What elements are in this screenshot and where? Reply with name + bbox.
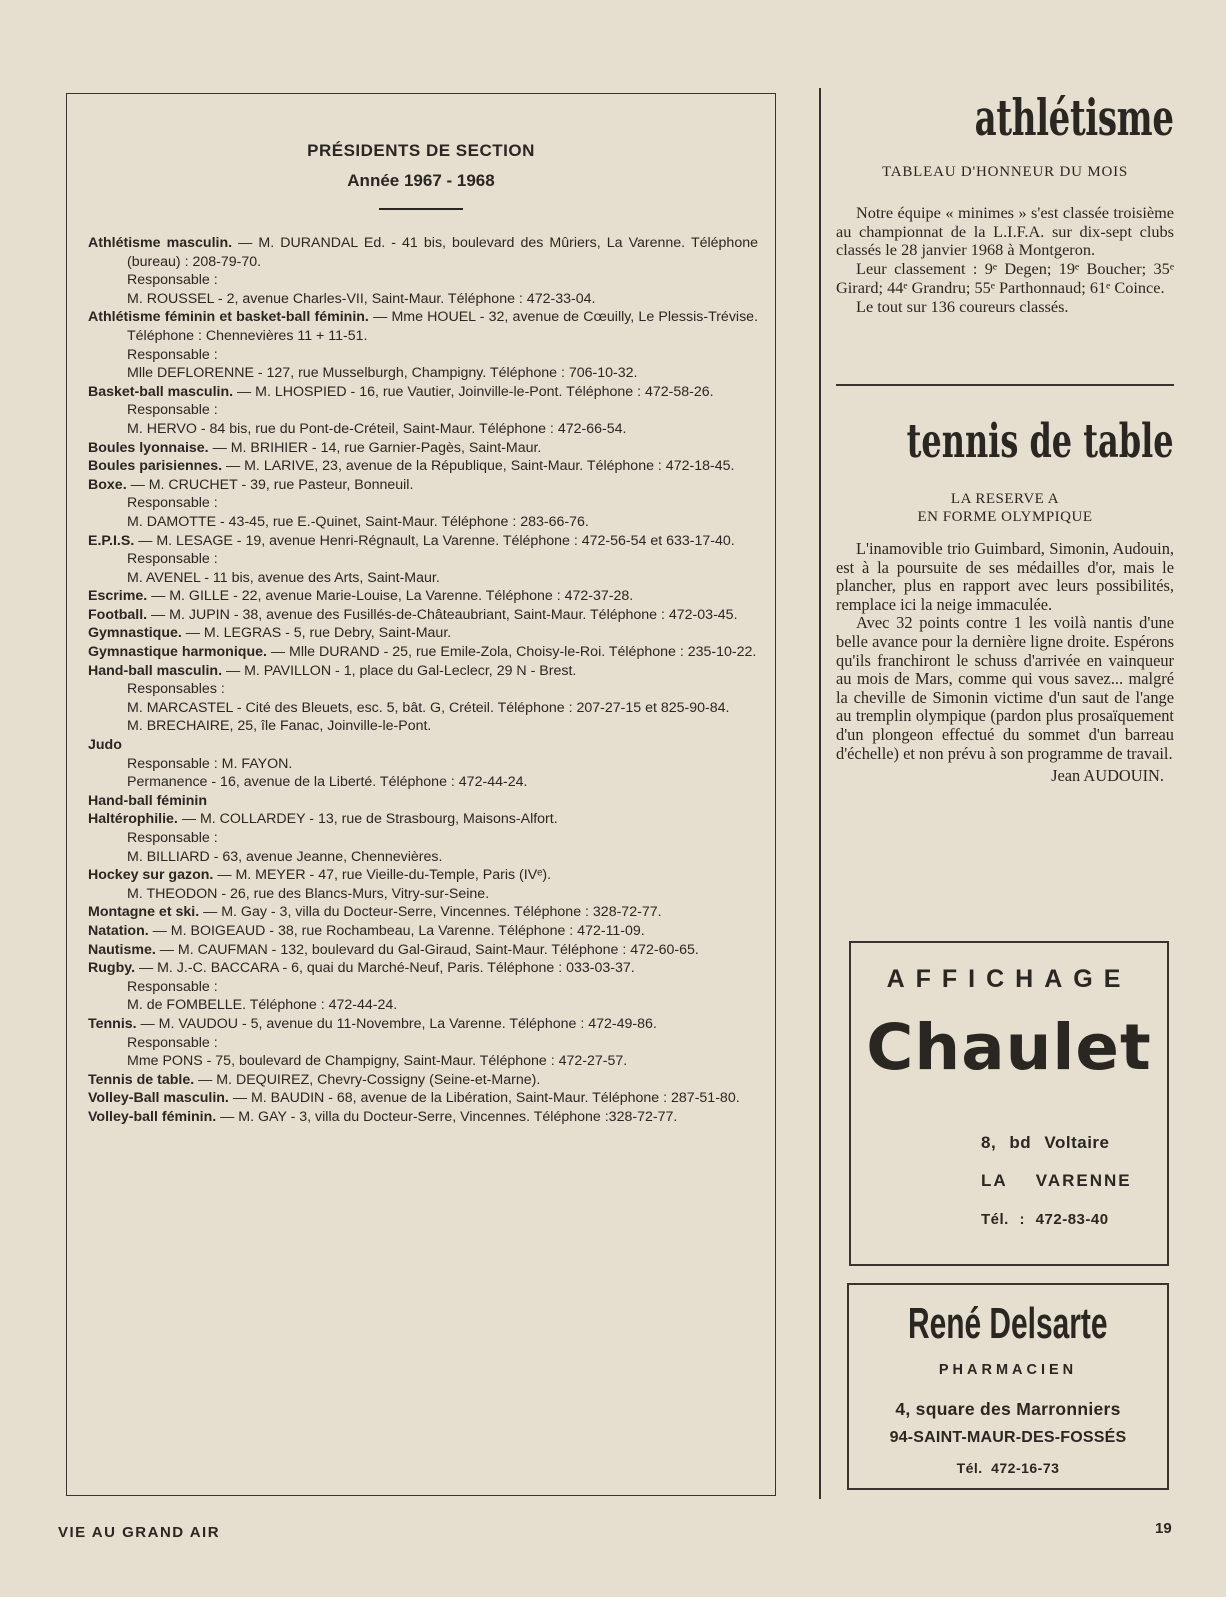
section-entry [88, 922, 758, 941]
section-divider [836, 384, 1174, 386]
section-contact: — M. BOIGEAUD - 38, rue Rochambeau, La Varenne. Téléphone : 472-11-09. [148, 922, 645, 939]
responsable-line: Responsable : M. FAYON. [127, 755, 293, 772]
section-entry [88, 903, 758, 922]
entry-line [88, 624, 758, 643]
ad-delsarte-address: 4, square des Marronniers [895, 1399, 1121, 1419]
entry-line [88, 308, 758, 345]
presidents-subtitle: Année 1967 - 1968 [347, 171, 495, 190]
entry-line [88, 457, 758, 476]
section-contact: — M. Gay - 3, villa du Docteur-Serre, Vincennes. Téléphone : 328-72-77. [199, 904, 662, 921]
responsable-line: Responsable : [127, 272, 218, 289]
responsable-line: M. de FOMBELLE. Téléphone : 472-44-24. [127, 997, 398, 1014]
section-name: Tennis de table. [88, 1071, 195, 1088]
athletisme-subtitle: TABLEAU D'HONNEUR DU MOIS [881, 164, 1129, 180]
entry-line [88, 662, 758, 681]
responsable-line: M. BRECHAIRE, 25, île Fanac, Joinville-le-Pont. [127, 718, 432, 735]
entry-line [88, 959, 758, 978]
section-name: E.P.I.S. [88, 532, 135, 549]
section-entry [88, 1108, 758, 1127]
section-contact: — M. LHOSPIED - 16, rue Vautier, Joinville-le-Pont. Téléphone : 472-58-26. [233, 383, 714, 400]
ad-delsarte [847, 1283, 1169, 1490]
section-name: Volley-Ball masculin. [88, 1090, 229, 1107]
section-name: Hockey sur gazon. [88, 867, 214, 884]
section-name: Rugby. [88, 960, 136, 977]
section-name: Boules parisiennes. [88, 458, 223, 475]
section-entry [88, 941, 758, 960]
section-entry [88, 1071, 758, 1090]
section-name: Hand-ball masculin. [88, 662, 223, 679]
responsable-line: M. AVENEL - 11 bis, avenue des Arts, Saint-Maur. [127, 569, 440, 586]
entry-line [88, 476, 758, 495]
section-entry [88, 587, 758, 606]
section-entry [88, 643, 758, 662]
paragraph: Avec 32 points contre 1 les voilà nantis d'une belle avance pour la dernière ligne droite. Espérons qu'ils franchiront le schuss d'arrivée en vainqueur au mois de Mars, comme qui vous savez... malgré la cheville de Simonin victime d'un saut de l'ange au tremplin olympique (pardon plus prosaïquement d'un plongeon effectué du sommet d'un barreau d'échelle) et non prévu à son programme de travail. [836, 613, 1174, 763]
ad-chaulet-city: LA VARENNE [981, 1171, 1132, 1190]
section-name: Natation. [88, 922, 149, 939]
entry-line [88, 587, 758, 606]
athletisme-article [836, 204, 1174, 316]
ad-delsarte-name-wrap [849, 1299, 1167, 1349]
section-entry [88, 810, 758, 866]
ad-delsarte-profession: PHARMACIEN [938, 1362, 1078, 1378]
section-contact: — M. J.-C. BACCARA - 6, quai du Marché-Neuf, Paris. Téléphone : 033-03-37. [135, 960, 635, 977]
responsable-line: Responsables : [127, 681, 225, 698]
responsable-line: M. MARCASTEL - Cité des Bleuets, esc. 5, bât. G, Créteil. Téléphone : 207-27-15 et 825-90-84. [127, 699, 730, 716]
responsable-line: Responsable : [127, 402, 218, 419]
entry-line [88, 866, 758, 885]
tennis-article [836, 540, 1174, 786]
section-entry [88, 532, 758, 588]
entry-line [88, 532, 758, 551]
ad-delsarte-name: René Delsarte [908, 1299, 1108, 1348]
section-entry [88, 383, 758, 439]
ad-delsarte-phone: Tél. 472-16-73 [956, 1460, 1060, 1476]
section-entry [88, 234, 758, 308]
entry-line [88, 606, 758, 625]
section-name: Gymnastique harmonique. [88, 644, 267, 661]
section-name: Nautisme. [88, 941, 156, 958]
section-contact: — M. DURANDAL Ed. - 41 bis, boulevard des Mûriers, La Varenne. Téléphone (bureau) : 208-79-70. [127, 235, 758, 270]
responsable-line: Responsable : [127, 495, 218, 512]
entry-line [88, 922, 758, 941]
section-name: Judo [88, 737, 122, 754]
section-contact: — M. MEYER - 47, rue Vieille-du-Temple, Paris (IVᵉ). [213, 867, 552, 884]
section-entry [88, 662, 758, 736]
presidents-list [88, 234, 758, 1127]
section-entry [88, 308, 758, 382]
section-entry [88, 1015, 758, 1071]
title-divider [379, 208, 463, 210]
section-name: Football. [88, 606, 148, 623]
responsable-line: M. HERVO - 84 bis, rue du Pont-de-Créteil, Saint-Maur. Téléphone : 472-66-54. [127, 420, 627, 437]
author-signature: Jean AUDOUIN. [1051, 766, 1164, 786]
section-name: Haltérophilie. [88, 811, 178, 828]
responsable-line: Responsable : [127, 1034, 218, 1051]
section-name: Hand-ball féminin [88, 792, 208, 809]
section-contact: — M. CAUFMAN - 132, boulevard du Gal-Giraud, Saint-Maur. Téléphone : 472-60-65. [155, 941, 699, 958]
section-contact: — M. CRUCHET - 39, rue Pasteur, Bonneuil. [126, 476, 414, 493]
responsable-line: M. THEODON - 26, rue des Blancs-Murs, Vitry-sur-Seine. [127, 885, 490, 902]
responsable-line: Responsable : [127, 830, 218, 846]
ad-delsarte-city: 94-SAINT-MAUR-DES-FOSSÉS [889, 1429, 1127, 1446]
section-contact: — M. GAY - 3, villa du Docteur-Serre, Vincennes. Téléphone :328-72-77. [216, 1108, 678, 1125]
ad-chaulet-phone: Tél. : 472-83-40 [981, 1211, 1109, 1228]
tennis-title: tennis de table [907, 414, 1174, 469]
section-contact: — M. VAUDOU - 5, avenue du 11-Novembre, La Varenne. Téléphone : 472-49-86. [136, 1015, 657, 1032]
section-name: Basket-ball masculin. [88, 383, 234, 400]
section-contact: — M. LESAGE - 19, avenue Henri-Régnault, La Varenne. Téléphone : 472-56-54 et 633-17-40. [134, 532, 735, 549]
responsable-line: Responsable : [127, 978, 218, 995]
entry-line [88, 792, 758, 811]
entry-line [88, 439, 758, 458]
entry-line [88, 383, 758, 402]
section-contact: — Mme HOUEL - 32, avenue de Cœuilly, Le Plessis-Trévise. Téléphone : Chennevières 11 + 11-51. [127, 309, 758, 344]
page-number: 19 [1155, 1520, 1172, 1537]
section-name: Athlétisme féminin et basket-ball féminin. [88, 309, 369, 326]
section-entry [88, 1089, 758, 1108]
presidents-box [66, 93, 776, 1496]
section-contact: — M. COLLARDEY - 13, rue de Strasbourg, Maisons-Alfort. [177, 811, 558, 828]
responsable-line: M. BILLIARD - 63, avenue Jeanne, Chennevières. [127, 848, 443, 865]
section-entry [88, 736, 758, 792]
magazine-name: VIE AU GRAND AIR [58, 1524, 221, 1541]
entry-line [88, 941, 758, 960]
entry-line [88, 736, 758, 755]
section-contact: — M. GILLE - 22, avenue Marie-Louise, La Varenne. Téléphone : 472-37-28. [147, 588, 634, 605]
section-name: Tennis. [88, 1015, 137, 1032]
responsable-line: Permanence - 16, avenue de la Liberté. Téléphone : 472-44-24. [127, 774, 528, 791]
section-entry [88, 866, 758, 903]
section-name: Montagne et ski. [88, 904, 200, 921]
section-contact: — Mlle DURAND - 25, rue Emile-Zola, Choisy-le-Roi. Téléphone : 235-10-22. [266, 644, 757, 661]
responsable-line: Responsable : [127, 551, 218, 568]
ad-chaulet-address: 8, bd Voltaire [981, 1133, 1110, 1152]
tennis-subtitle-line: LA RESERVE A [950, 491, 1060, 507]
section-contact: — M. BAUDIN - 68, avenue de la Libération, Saint-Maur. Téléphone : 287-51-80. [228, 1090, 740, 1107]
presidents-header [67, 136, 775, 210]
section-contact: — M. JUPIN - 38, avenue des Fusillés-de-Châteaubriant, Saint-Maur. Téléphone : 472-03-45. [147, 606, 738, 623]
section-contact: — M. DEQUIREZ, Chevry-Cossigny (Seine-et-Marne). [194, 1071, 541, 1088]
section-entry [88, 439, 758, 458]
responsable-line: M. DAMOTTE - 43-45, rue E.-Quinet, Saint-Maur. Téléphone : 283-66-76. [127, 513, 589, 530]
section-name: Escrime. [88, 588, 148, 605]
section-entry [88, 792, 758, 811]
section-entry [88, 606, 758, 625]
responsable-line: Mme PONS - 75, boulevard de Champigny, Saint-Maur. Téléphone : 472-27-57. [127, 1053, 628, 1070]
section-contact: — M. PAVILLON - 1, place du Gal-Leclecr, 29 N - Brest. [222, 662, 577, 679]
section-entry [88, 959, 758, 1015]
ad-chaulet [849, 941, 1169, 1266]
athletisme-title: athlétisme [975, 88, 1174, 147]
column-divider [819, 88, 821, 1499]
entry-line [88, 903, 758, 922]
paragraph: Notre équipe « minimes » s'est classée troisième au championnat de la L.I.F.A. sur dix-sept clubs classés le 28 janvier 1968 à Montgeron. [836, 203, 1174, 260]
entry-line [88, 810, 758, 829]
right-column [836, 0, 1174, 1500]
tennis-subtitle-line: EN FORME OLYMPIQUE [917, 509, 1093, 525]
section-name: Gymnastique. [88, 625, 182, 642]
responsable-line: Mlle DEFLORENNE - 127, rue Musselburgh, Champigny. Téléphone : 706-10-32. [127, 365, 638, 382]
entry-line [88, 1089, 758, 1108]
paragraph: Le tout sur 136 coureurs classés. [856, 296, 1069, 316]
entry-line [88, 1071, 758, 1090]
paragraph: Leur classement : 9ᵉ Degen; 19ᵉ Boucher; 35ᵉ Girard; 44ᵉ Grandru; 55ᵉ Parthonnaud; 61ᵉ Coince. [836, 259, 1174, 297]
paragraph: L'inamovible trio Guimbard, Simonin, Audouin, est à la poursuite de ses médailles d'or, mais le plancher, plus en rapport avec leurs possibilités, remplace ici la neige immaculée. [836, 539, 1174, 614]
section-entry [88, 624, 758, 643]
entry-line [88, 643, 758, 662]
tennis-subtitle [836, 490, 1174, 526]
section-name: Athlétisme masculin. [88, 235, 233, 251]
section-entry [88, 476, 758, 532]
section-entry [88, 457, 758, 476]
section-contact: — M. BRIHIER - 14, rue Garnier-Pagès, Saint-Maur. [208, 439, 542, 456]
section-contact: — M. LEGRAS - 5, rue Debry, Saint-Maur. [181, 625, 452, 642]
ad-chaulet-heading: AFFICHAGE [886, 965, 1132, 993]
section-contact: — M. LARIVE, 23, avenue de la République, Saint-Maur. Téléphone : 472-18-45. [222, 458, 735, 475]
section-name: Boxe. [88, 476, 127, 493]
entry-line [88, 1015, 758, 1034]
responsable-line: M. ROUSSEL - 2, avenue Charles-VII, Saint-Maur. Téléphone : 472-33-04. [127, 290, 596, 307]
presidents-title: PRÉSIDENTS DE SECTION [307, 141, 535, 160]
ad-chaulet-brand: Chaulet [866, 1011, 1152, 1084]
section-name: Boules lyonnaise. [88, 439, 209, 456]
entry-line [88, 1108, 758, 1127]
responsable-line: Responsable : [127, 346, 218, 363]
section-name: Volley-ball féminin. [88, 1108, 217, 1125]
entry-line [88, 234, 758, 271]
